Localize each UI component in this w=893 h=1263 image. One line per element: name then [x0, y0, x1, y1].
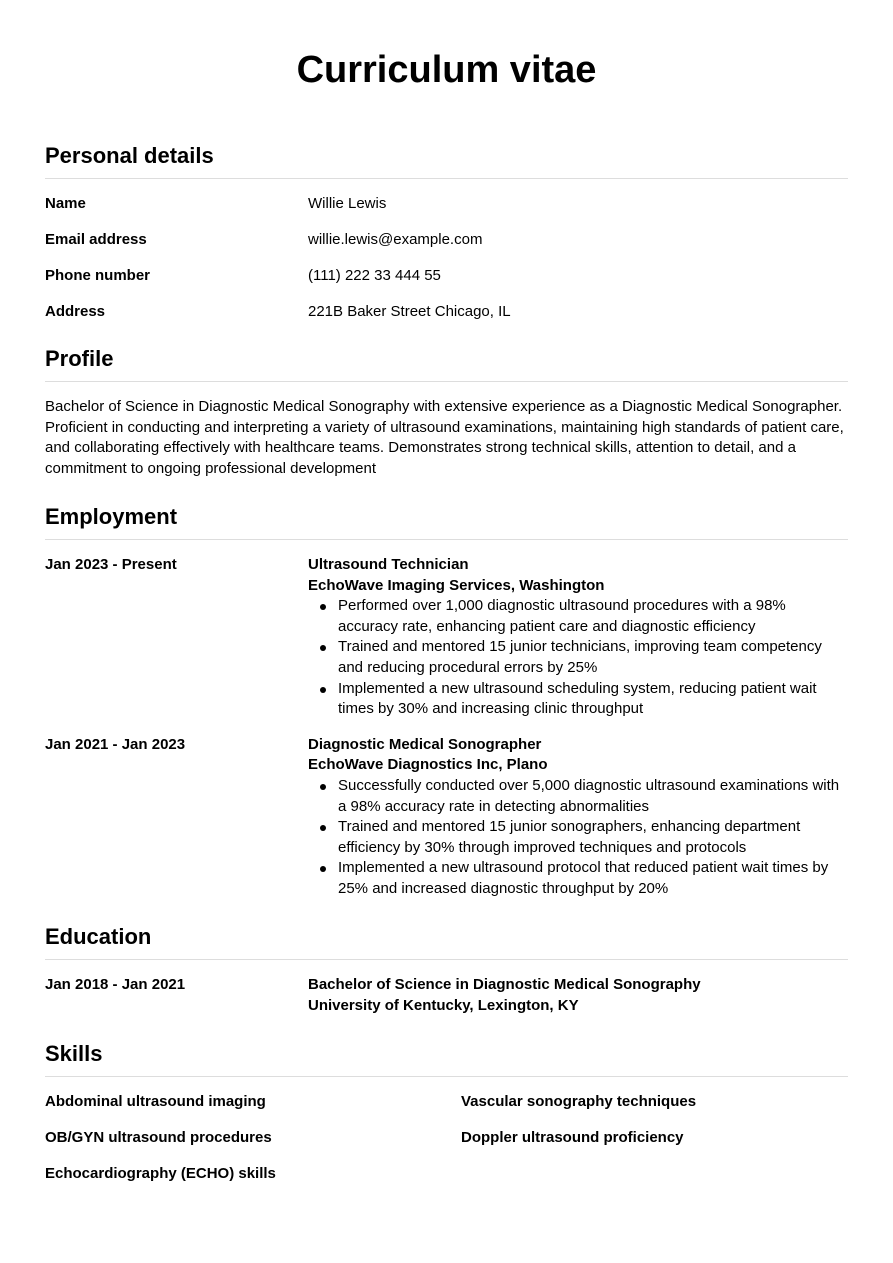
achievement-item — [308, 596, 848, 637]
skills-section — [45, 1041, 848, 1201]
achievement-item — [308, 858, 848, 899]
detail-value: 221B Baker Street Chicago, IL — [308, 303, 511, 320]
achievement-item — [308, 679, 848, 720]
page-title: Curriculum vitae — [296, 49, 597, 91]
degree-title: Bachelor of Science in Diagnostic Medical Sonography — [308, 976, 701, 993]
personal-details-section — [45, 143, 848, 339]
detail-row-email — [45, 231, 848, 267]
profile-summary: Bachelor of Science in Diagnostic Medical Sonography with extensive experience as a Diagnostic Medical Sonographer. Proficient in conducting and interpreting a variety of ultrasound examinations, maintaining high standards of patient care, and collaborating effectively with healthcare teams. Demonstrates strong technical skills, attention to detail, and a commitment to ongoing professional development — [45, 398, 844, 477]
detail-label: Name — [45, 195, 86, 212]
achievement-item — [308, 817, 848, 858]
detail-value: willie.lewis@example.com — [308, 231, 483, 248]
skill-item: Doppler ultrasound proficiency — [461, 1129, 684, 1146]
bullet-icon — [320, 784, 326, 790]
detail-value: (111) 222 33 444 55 — [308, 267, 441, 284]
bullet-icon — [320, 866, 326, 872]
bullet-icon — [320, 687, 326, 693]
achievement-item — [308, 776, 848, 817]
employment-section — [45, 504, 848, 900]
achievement-list — [308, 596, 848, 720]
detail-row-name — [45, 195, 848, 231]
achievement-text: Successfully conducted over 5,000 diagnostic ultrasound examinations with a 98% accuracy rate in detecting abnormalities — [338, 776, 840, 815]
entry-body — [308, 735, 848, 900]
section-heading: Education — [45, 924, 848, 960]
achievement-text: Trained and mentored 15 junior technicians, improving team competency and reducing procedural errors by 25% — [338, 638, 822, 676]
skill-item: OB/GYN ultrasound procedures — [45, 1129, 272, 1146]
employer: EchoWave Diagnostics Inc, Plano — [308, 756, 548, 774]
job-title: Diagnostic Medical Sonographer — [308, 735, 542, 753]
section-heading: Skills — [45, 1041, 848, 1077]
achievement-text: Implemented a new ultrasound protocol that reduced patient wait times by 25% and increased diagnostic throughput by 20% — [338, 859, 829, 897]
section-heading: Profile — [45, 346, 848, 382]
section-heading: Personal details — [45, 143, 848, 179]
achievement-list — [308, 776, 848, 900]
entry-body — [308, 555, 848, 720]
entry-body — [308, 975, 848, 1016]
skills-grid — [45, 1093, 848, 1201]
institution: University of Kentucky, Lexington, KY — [308, 996, 579, 1014]
detail-value: Willie Lewis — [308, 195, 387, 212]
entry-dates: Jan 2021 - Jan 2023 — [45, 735, 186, 753]
employer: EchoWave Imaging Services, Washington — [308, 576, 605, 594]
skill-item: Echocardiography (ECHO) skills — [45, 1165, 276, 1182]
bullet-icon — [320, 604, 326, 610]
bullet-icon — [320, 645, 326, 651]
achievement-item — [308, 637, 848, 678]
achievement-text: Performed over 1,000 diagnostic ultrasound procedures with a 98% accuracy rate, enhancing patient care and diagnostic efficiency — [338, 597, 786, 635]
detail-label: Phone number — [45, 267, 151, 284]
entry-dates: Jan 2018 - Jan 2021 — [45, 976, 186, 993]
section-heading: Employment — [45, 504, 848, 540]
personal-details-list — [45, 195, 848, 339]
employment-entry — [45, 735, 848, 900]
detail-label: Email address — [45, 231, 147, 248]
bullet-icon — [320, 825, 326, 831]
education-entry — [45, 975, 848, 1016]
skill-item: Vascular sonography techniques — [461, 1093, 697, 1110]
skill-item: Abdominal ultrasound imaging — [45, 1093, 266, 1110]
employment-entry — [45, 555, 848, 720]
detail-row-address — [45, 303, 848, 339]
job-title: Ultrasound Technician — [308, 556, 469, 573]
achievement-text: Trained and mentored 15 junior sonographers, enhancing department efficiency by 30% through improved techniques and protocols — [338, 818, 801, 856]
profile-section — [45, 346, 848, 479]
detail-row-phone — [45, 267, 848, 303]
achievement-text: Implemented a new ultrasound scheduling system, reducing patient wait times by 30% and increasing clinic throughput — [338, 679, 817, 718]
detail-label: Address — [45, 303, 106, 320]
entry-dates: Jan 2023 - Present — [45, 556, 177, 573]
education-section — [45, 924, 848, 1016]
